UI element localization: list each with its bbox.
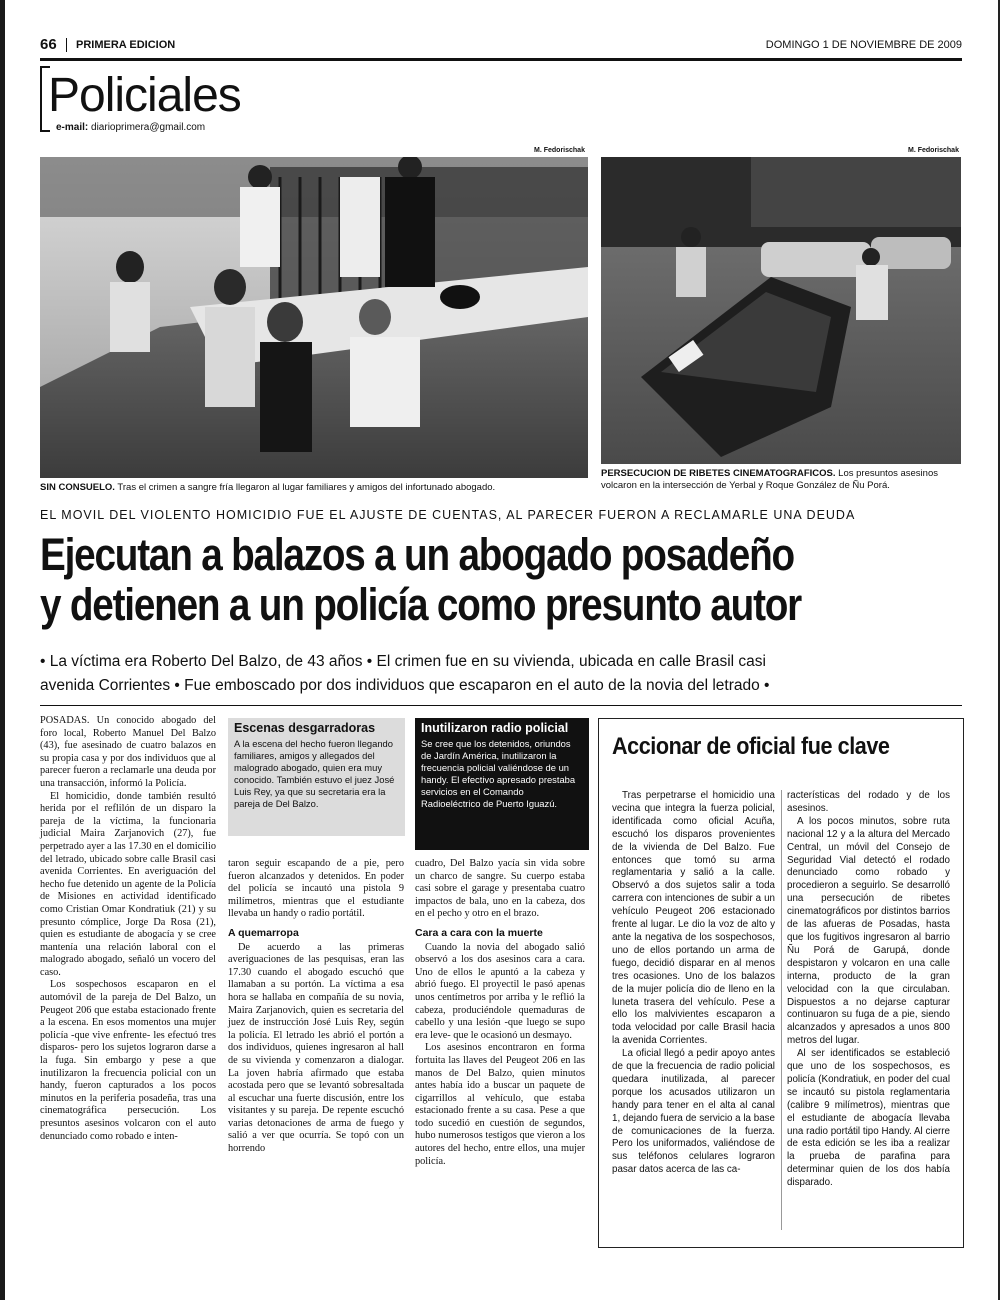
article-paragraph: POSADAS. Un conocido abogado del foro local, Roberto Manuel Del Balzo (43), fue asesinado de cuatro balazos en su propia casa y por dos individuos que al parecer fueron a reclamarle una deuda por una transacción, informó la Policía. — [40, 715, 216, 789]
deck-line-2: avenida Corrientes • Fue emboscado por dos individuos que escaparon en el auto de la novia del letrado • — [40, 677, 770, 694]
photo-right-credit: M. Fedorischak — [908, 147, 959, 154]
article-paragraph: El homicidio, donde también resultó herida por el reflilón de un disparo la pareja de la víctima, la funcionaria judicial Maira Zarjanovich (27), fue perpetrado ayer a las 17.30 en el domicilio del letrado, ubicado sobre calle Brasil casi avenida Corrientes. En averiguación del hecho fue detenido un agente de la Policía de Misiones en actividad identificado como Cristian Omar Kondratiuk (21) y su presunto cómplice, Jorge Da Rosa (21), quien es estudiante de abogacía y se cree mantenía una relación laboral con el malogrado abogado, señaló un vocero del caso. — [40, 790, 216, 978]
box-radio-title: Inutilizaron radio policial — [421, 721, 569, 735]
sidebar-column-2 — [787, 790, 950, 1190]
sidebar-paragraph: racterísticas del rodado y de los asesinos. — [787, 790, 950, 814]
sidebar-column-rule — [781, 790, 782, 1230]
box-escenas — [228, 718, 405, 836]
photo-left-caption-text: Tras el crimen a sangre fría llegaron al lugar familiares y amigos del infortunado abogado. — [117, 482, 496, 493]
sidebar-column-1 — [612, 790, 775, 1177]
deck-line-1: • La víctima era Roberto Del Balzo, de 43 años • El crimen fue en su vivienda, ubicada en calle Brasil casi — [40, 653, 766, 670]
box-radio-text: Se cree que los detenidos, oriundos de Jardín América, inutilizaron la frecuencia policial valiéndose de un handy. El efectivo apresado prestaba servicios en el Comando Radioeléctrico de Puerto Iguazú. — [421, 738, 576, 809]
article-column-2 — [228, 858, 404, 1156]
article-column-1 — [40, 715, 216, 1143]
page-header — [40, 36, 962, 58]
photo-left-credit: M. Fedorischak — [534, 147, 585, 154]
photo-right-caption-lead: PERSECUCION DE RIBETES CINEMATOGRAFICOS. — [601, 468, 836, 479]
email-address[interactable]: diarioprimera@gmail.com — [91, 122, 206, 133]
article-paragraph: Cuando la novia del abogado salió observó a los dos asesinos cara a cara. Uno de ellos le apuntó a la cabeza y abrió fuego. El proyectil le pasó apenas unos centímetros por arriba y le reflió la cabeza, produciéndole quemaduras de cabello y una lesión -que luego se supo era leve- que le ocasionó un desmayo. — [415, 941, 585, 1041]
sidebar-paragraph: A los pocos minutos, sobre ruta nacional 12 y a la altura del Mercado Central, un móvil del Consejo de Seguridad Vial detectó el rodado denunciado como robado y procedieron a seguirlo. Se desarrolló una persecución de ribetes cinematográficos por distintos barrios de las afueras de Posadas, hasta que los fugitivos ingresaron al barrio Ñu Porá de Garupá, donde despistaron y volcaron en una calle interna, producto de la gran velocidad con la que circulaban. Dispuestos a no dejarse capturar continuaron su fuga de a pie, siendo alcanzados y apresados a unos 800 metros del lugar. — [787, 815, 950, 1047]
photo-left-image — [40, 157, 588, 478]
photo-right-caption-text: Los presuntos asesinos volcaron en la intersección de Yerbal y Roque González de Ñu Porá. — [601, 468, 938, 491]
section-title: Policiales — [48, 69, 241, 122]
sidebar-paragraph: Tras perpetrarse el homicidio una vecina que integra la fuerza policial, identificada como oficial Acuña, escuchó los disparos provenientes de la vivienda de Del Balzo. Fue entonces que tomó su arma reglamentaria y salió a la calle. Observó a dos sujetos salir a toda carrera con intenciones de subir a un vehículo Peugeot 206 estacionado frente al lugar. Le dio la voz de alto y ante la negativa de los sospechosos, uno de ellos portando un arma de fuego, decidió disparar en al menos tres ocasiones. Uno de los balazos de la mujer policía dio de lleno en la luneta trasera del vehículo. Pese a ello los malvivientes escaparon a toda velocidad por calle Brasil hacia la avenida Corrientes. — [612, 790, 775, 1047]
photo-right — [601, 157, 961, 464]
photo-left-caption-lead: SIN CONSUELO. — [40, 482, 115, 493]
article-headline — [40, 530, 840, 630]
section-email — [56, 122, 205, 133]
edition-label: PRIMERA EDICION — [76, 39, 176, 51]
article-deck — [40, 650, 962, 698]
article-paragraph: Los sospechosos escaparon en el automóvil de la pareja de Del Balzo, un Peugeot 206 que estaba estacionado frente a la escena. En esos momentos una mujer policía -que vive enfrente- les efectuó tres disparos- pero los sujetos lograron darse a la fuga. Sin embargo y pese a que inutilizaron la frecuencia policial con un handy, fueron capturados a los pocos minutos en la periferia posadeña, tras una cinematográfica persecución. Los presuntos asesinos volcaron con el auto denunciado como robado e inten- — [40, 979, 216, 1142]
article-kicker: EL MOVIL DEL VIOLENTO HOMICIDIO FUE EL AJUSTE DE CUENTAS, AL PARECER FUERON A RECLAMARLE UNA DEUDA — [40, 508, 856, 522]
deck-rule — [40, 705, 962, 706]
sidebar-paragraph: Al ser identificados se estableció que uno de los sospechosos, es policía (Kondratiuk, en poder del cual se incautó su pistola reglamentaria (calibre 9 milímetros), mientras que el estudiante de abogacía llevaba una radio portátil tipo Handy. Al cierre de esta edición se les iba a realizar la prueba de parafina para determinar quien de los dos había disparado. — [787, 1048, 950, 1189]
sidebar-paragraph: La oficial llegó a pedir apoyo antes de que la frecuencia de radio policial quedara inutilizada, al parecer porque los acusados utilizaron un handy para tener en el alta al canal 1, dejando fuera de servicio a la base de comunicaciones de la fuerza. Pero los uniformados, valiéndose de sus teléfonos celulares lograron pasar datos acerca de las ca- — [612, 1048, 775, 1176]
header-divider — [66, 38, 67, 52]
article-paragraph: De acuerdo a las primeras averiguaciones de las pesquisas, eran las 17.30 cuando el abogado escuchó que llamaban a su portón. La víctima a esa hora se hallaba en compañía de su novia, Maira Zarjanovich, quien es secretaria del juez de instrucción José Luis Rey, según la policía. El letrado les abrió el portón a dos individuos, quienes ingresaron al hall de su vivienda y comenzaron a dialogar. La joven habría afirmado que estaba acostada pero que se levantó sobresaltada al escuchar una fuerte discusión, entre los visitantes y su pareja. De repente escuchó varias detonaciones de arma de fuego y salió a ver que ocurría. Se topó con un horrendo — [228, 941, 404, 1155]
box-radio-policial — [415, 718, 589, 850]
headline-line-2: y detienen a un policía como presunto autor — [40, 579, 802, 630]
box-escenas-title: Escenas desgarradoras — [234, 721, 376, 735]
page-border-left — [0, 0, 5, 1300]
photo-right-caption — [601, 468, 963, 492]
article-column-3 — [415, 858, 585, 1168]
box-escenas-text: A la escena del hecho fueron llegando familiares, amigos y allegados del malogrado abogado, quien era muy conocido. También estuvo el juez José Luis Rey, ya que su secretaria era la pareja de Del Balzo. — [234, 738, 395, 809]
article-paragraph: taron seguir escapando de a pie, pero fueron alcanzados y detenidos. En poder del policía se incautó una pistola 9 milímetros, mientras que el estudiante llevaba un handy o radio portátil. — [228, 858, 404, 920]
photo-left-caption — [40, 482, 588, 494]
photo-left — [40, 157, 588, 478]
issue-date: DOMINGO 1 DE NOVIEMBRE DE 2009 — [765, 39, 962, 51]
article-paragraph: Los asesinos encontraron en forma fortuita las llaves del Peugeot 206 en las manos de Del Balzo, quien minutos antes había ido a buscar un paquete de cigarrillos al vehículo, que estaba estacionado frente a su casa. Pese a que todo sucedió en cuestión de segundos, hubo numerosos testigos que vieron a los autores del hecho, entre ellos, una mujer policía. — [415, 1042, 585, 1167]
headline-line-1: Ejecutan a balazos a un abogado posadeño — [40, 529, 794, 580]
email-label: e-mail: — [56, 122, 89, 133]
photo-right-image — [601, 157, 961, 464]
sidebar-title: Accionar de oficial fue clave — [612, 733, 890, 760]
article-paragraph: cuadro, Del Balzo yacía sin vida sobre un charco de sangre. Su cuerpo estaba casi sobre el garage y presentaba cuatro impactos de bala, uno en la cabeza, dos en el pecho y otro en el brazo. — [415, 858, 585, 920]
header-rule — [40, 58, 962, 61]
subhead-cara-a-cara: Cara a cara con la muerte — [415, 926, 543, 939]
page-number: 66 — [40, 36, 57, 53]
subhead-a-quemarropa: A quemarropa — [228, 926, 299, 939]
